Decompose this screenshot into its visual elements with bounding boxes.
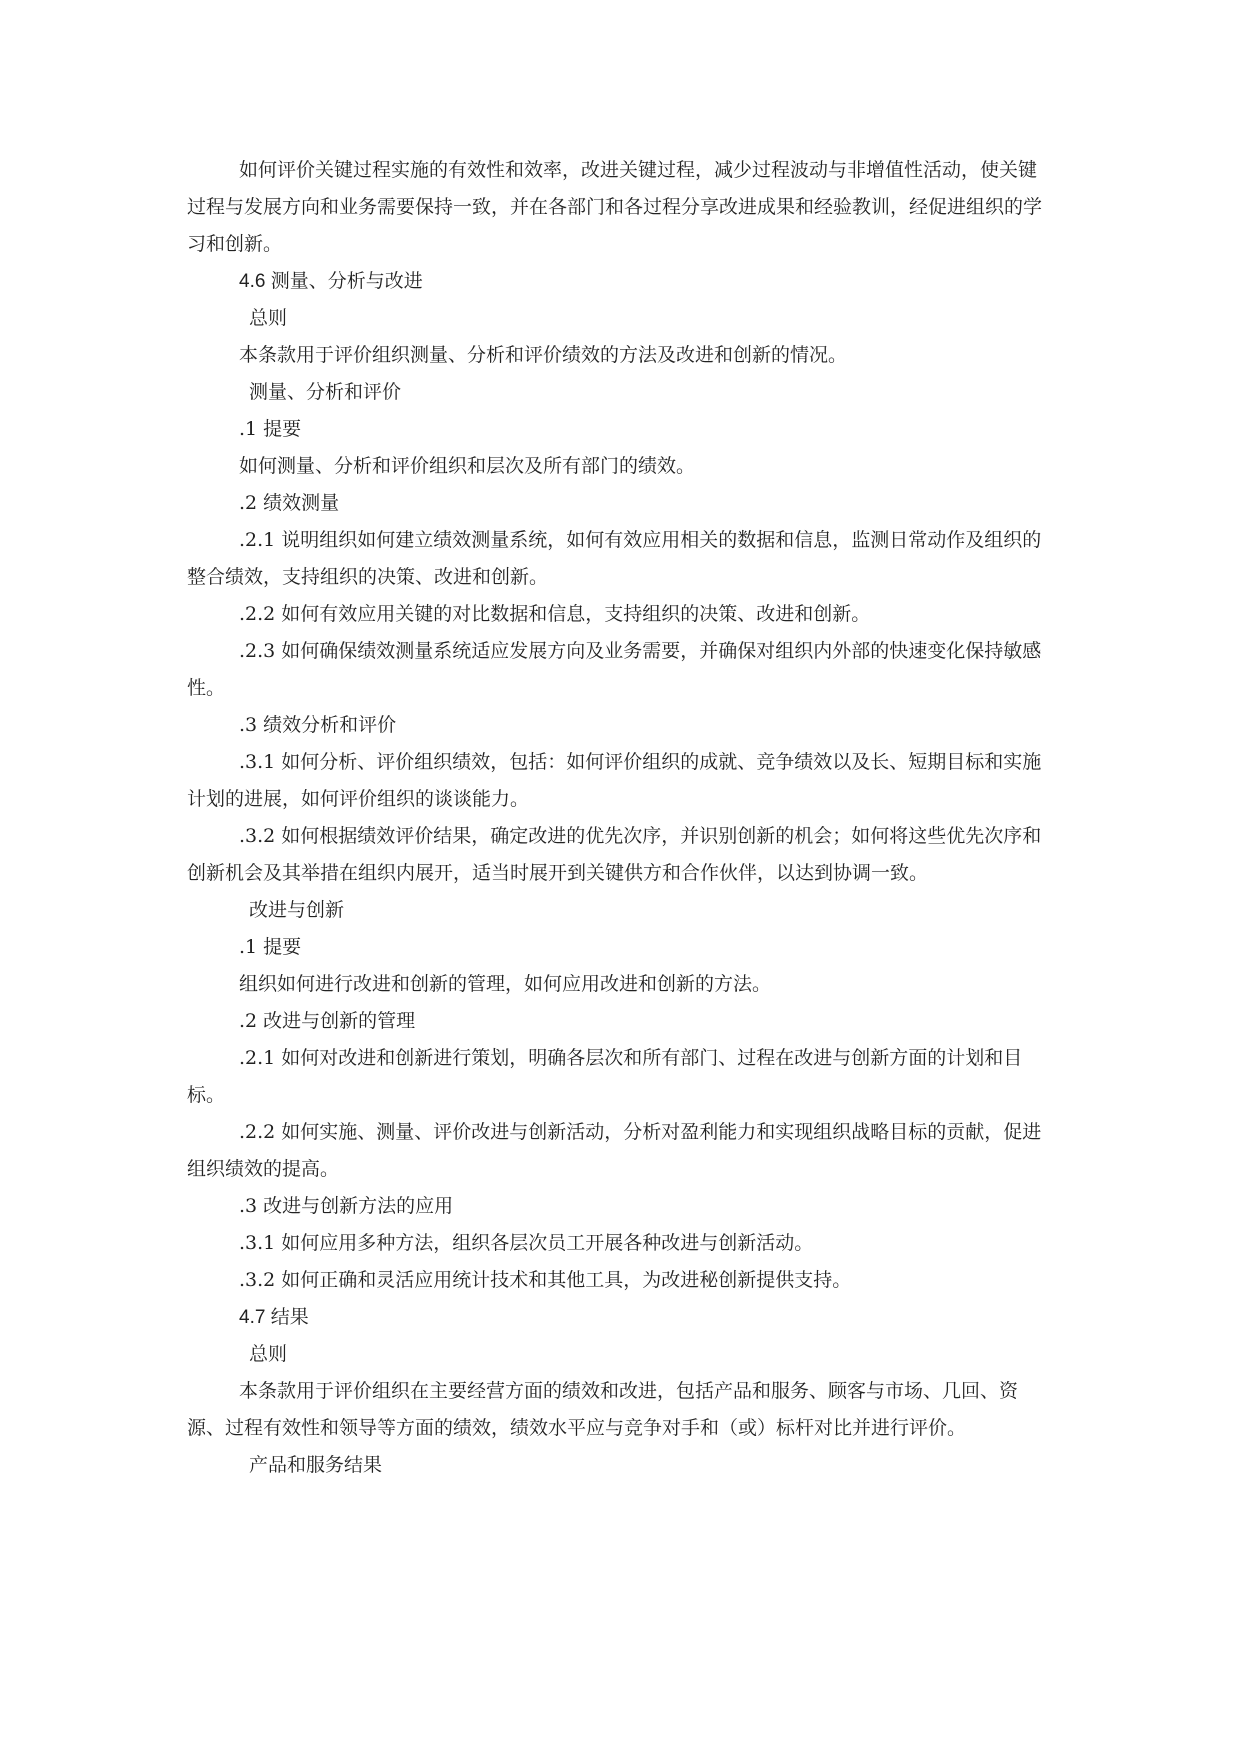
subheading-improvement-innovation: 改进与创新 xyxy=(249,899,345,921)
section-heading-4-6: 4.6 测量、分析与改进 xyxy=(239,271,423,292)
paragraph-2-2-improvement: .2.2 如何实施、测量、评价改进与创新活动，分析对盈利能力和实现组织战略目标的贡献，促进组织绩效的提高。 xyxy=(187,1121,1042,1180)
paragraph-3-1: .3.1 如何分析、评价组织绩效，包括：如何评价组织的成就、竞争绩效以及长、短期目标和实施计划的进展，如何评价组织的谈谈能力。 xyxy=(187,751,1042,810)
paragraph-3-1-methods: .3.1 如何应用多种方法，组织各层次员工开展各种改进与创新活动。 xyxy=(239,1232,814,1254)
subheading-product-service-results: 产品和服务结果 xyxy=(249,1454,383,1476)
paragraph-scope-measurement: 本条款用于评价组织测量、分析和评价绩效的方法及改进和创新的情况。 xyxy=(239,344,848,366)
subheading-general: 总则 xyxy=(249,307,288,329)
paragraph-2-3: .2.3 如何确保绩效测量系统适应发展方向及业务需要，并确保对组织内外部的快速变化保持敏感性。 xyxy=(187,640,1042,699)
document-body xyxy=(187,152,1047,1484)
item-heading-summary: .1 提要 xyxy=(239,418,302,440)
paragraph-summary-improvement: 组织如何进行改进和创新的管理，如何应用改进和创新的方法。 xyxy=(239,973,772,995)
paragraph-3-2: .3.2 如何根据绩效评价结果，确定改进的优先次序，并识别创新的机会；如何将这些优先次序和创新机会及其举措在组织内展开，适当时展开到关键供方和合作伙伴，以达到协调一致。 xyxy=(187,825,1042,884)
paragraph-2-1: .2.1 说明组织如何建立绩效测量系统，如何有效应用相关的数据和信息，监测日常动作及组织的整合绩效，支持组织的决策、改进和创新。 xyxy=(187,529,1042,588)
subheading-general-2: 总则 xyxy=(249,1343,288,1365)
item-heading-performance-analysis: .3 绩效分析和评价 xyxy=(239,714,397,736)
paragraph-process-evaluation: 如何评价关键过程实施的有效性和效率，改进关键过程，减少过程波动与非增值性活动，使关键过程与发展方向和业务需要保持一致，并在各部门和各过程分享改进成果和经验教训，经促进组织的学习和创新。 xyxy=(187,159,1043,255)
item-heading-methods: .3 改进与创新方法的应用 xyxy=(239,1195,454,1217)
paragraph-scope-results: 本条款用于评价组织在主要经营方面的绩效和改进，包括产品和服务、顾客与市场、几回、资源、过程有效性和领导等方面的绩效，绩效水平应与竞争对手和（或）标杆对比并进行评价。 xyxy=(187,1380,1019,1439)
section-heading-4-7: 4.7 结果 xyxy=(239,1307,309,1328)
paragraph-2-2: .2.2 如何有效应用关键的对比数据和信息，支持组织的决策、改进和创新。 xyxy=(239,603,871,625)
paragraph-2-1-improvement: .2.1 如何对改进和创新进行策划，明确各层次和所有部门、过程在改进与创新方面的计划和目标。 xyxy=(187,1047,1023,1106)
subheading-measurement-analysis: 测量、分析和评价 xyxy=(249,381,402,403)
item-heading-improvement-management: .2 改进与创新的管理 xyxy=(239,1010,416,1032)
item-heading-performance-measurement: .2 绩效测量 xyxy=(239,492,340,514)
paragraph-summary-measurement: 如何测量、分析和评价组织和层次及所有部门的绩效。 xyxy=(239,455,696,477)
paragraph-3-2-methods: .3.2 如何正确和灵活应用统计技术和其他工具，为改进秘创新提供支持。 xyxy=(239,1269,852,1291)
item-heading-summary-2: .1 提要 xyxy=(239,936,302,958)
